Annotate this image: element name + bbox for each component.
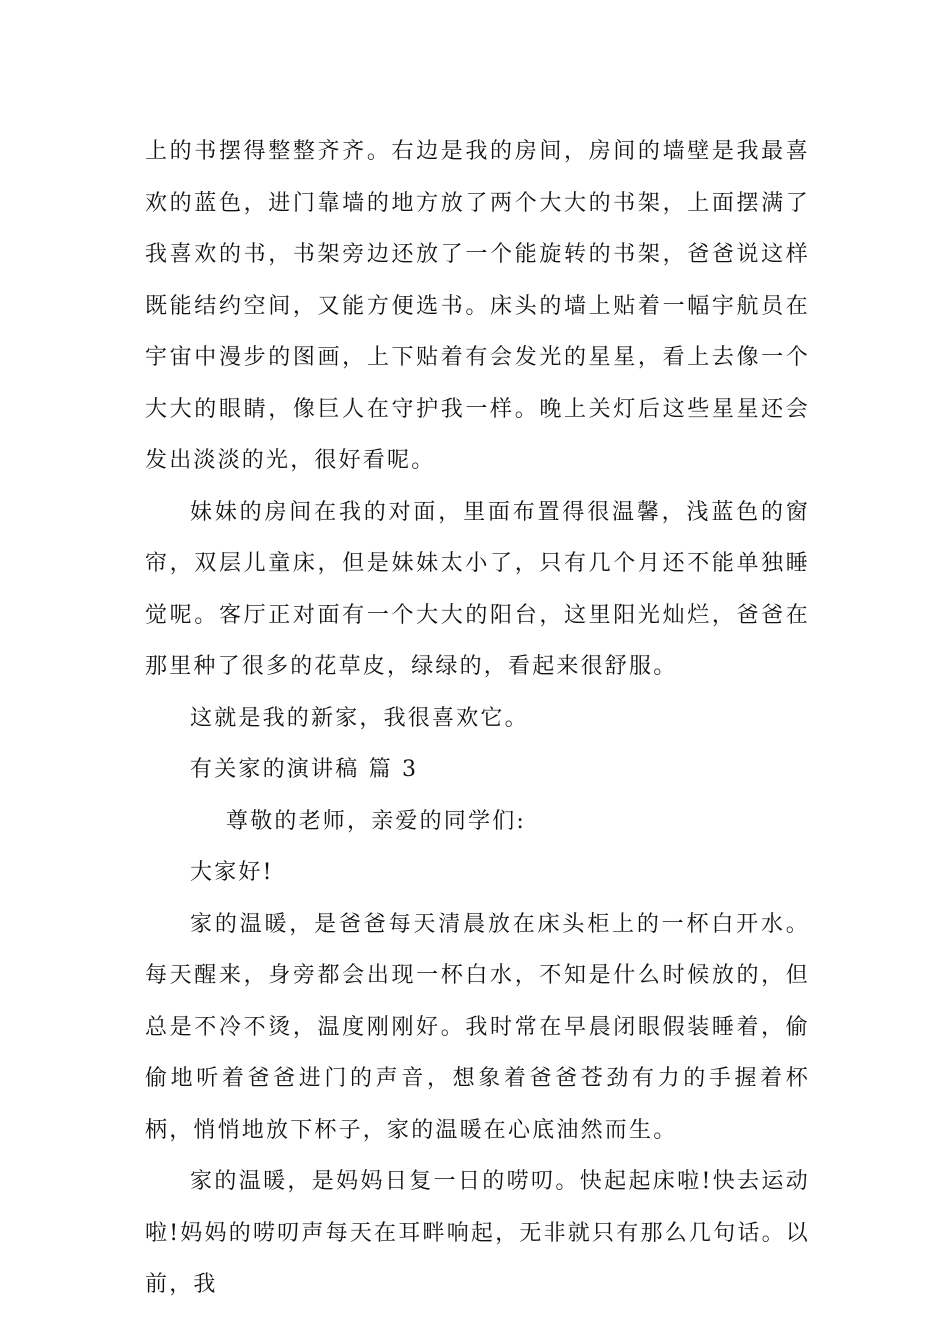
paragraph-father-water: 家的温暖，是爸爸每天清晨放在床头柜上的一杯白开水。每天醒来，身旁都会出现一杯白水，不知是什么时候放的，但总是不冷不烫，温度刚刚好。我时常在早晨闭眼假装睡着，偷偷地听着爸爸进门的声音，想象着爸爸苍劲有力的手握着杯柄，悄悄地放下杯子，家的温暖在心底油然而生。: [145, 911, 810, 1143]
paragraph-mother-nagging: 家的温暖，是妈妈日复一日的唠叨。快起起床啦!快去运动啦!妈妈的唠叨声每天在耳畔响起，无非就只有那么几句话。以前，我: [145, 1169, 810, 1297]
paragraph-conclusion: 这就是我的新家，我很喜欢它。: [190, 705, 529, 731]
document-body: [145, 126, 810, 1311]
paragraph-room-description: 上的书摆得整整齐齐。右边是我的房间，房间的墙壁是我最喜欢的蓝色，进门靠墙的地方放了两个大大的书架，上面摆满了我喜欢的书，书架旁边还放了一个能旋转的书架，爸爸说这样既能结约空间，又能方便选书。床头的墙上贴着一幅宇航员在宇宙中漫步的图画，上下贴着有会发光的星星，看上去像一个大大的眼睛，像巨人在守护我一样。晚上关灯后这些星星还会发出淡淡的光，很好看呢。: [145, 139, 810, 473]
salutation: 尊敬的老师，亲爱的同学们:: [226, 808, 527, 834]
section-heading: 有关家的演讲稿 篇 3: [190, 757, 419, 782]
paragraph-sister-room: 妹妹的房间在我的对面，里面布置得很温馨，浅蓝色的窗帘，双层儿童床，但是妹妹太小了，只有几个月还不能单独睡觉呢。客厅正对面有一个大大的阳台，这里阳光灿烂，爸爸在那里种了很多的花草皮，绿绿的，看起来很舒服。: [145, 499, 810, 679]
greeting: 大家好!: [190, 860, 274, 885]
